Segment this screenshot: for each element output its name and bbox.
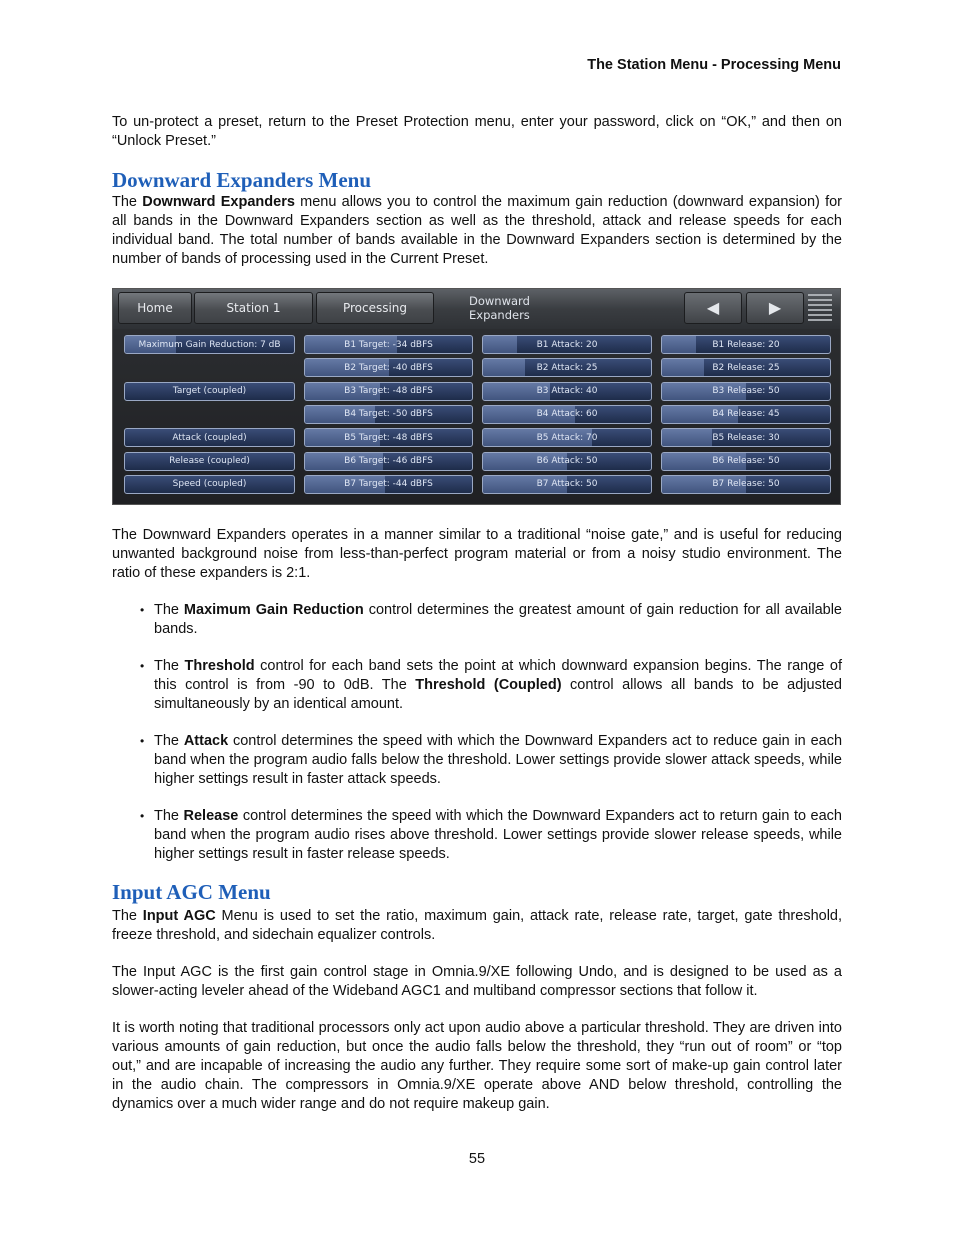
level-fill [662, 336, 696, 353]
control-label: B6 Target: -46 dBFS [344, 456, 433, 466]
text-run: control determines the speed with which the Downward Expanders act to return gain to each band when the program audio rises above threshold. Lower settings provide slower release speeds, while higher settings result in faster release speeds. [154, 808, 842, 862]
bold-term: Threshold (Coupled) [415, 677, 562, 693]
level-fill [483, 336, 517, 353]
menu-title [469, 294, 529, 322]
band-target-button[interactable] [304, 335, 473, 354]
control-label: B2 Target: -40 dBFS [344, 362, 433, 373]
control-label: B1 Release: 20 [712, 339, 780, 350]
band-release-button[interactable] [661, 335, 831, 354]
bullet-release [140, 807, 842, 864]
navigation-bar [113, 289, 841, 330]
coupled-control-2[interactable] [124, 382, 295, 401]
forward-arrow-icon[interactable]: ▶ [746, 292, 804, 324]
bullet-attack [140, 732, 842, 789]
control-label: B5 Release: 30 [712, 432, 780, 443]
band-target-button[interactable] [304, 405, 473, 424]
input-agc-paragraph [112, 907, 842, 945]
band-attack-button[interactable] [482, 428, 652, 447]
text-run: control for each band sets the point at which downward expansion begins. The range of this control is from -90 to 0dB. The [154, 658, 842, 693]
text-run: The [154, 658, 185, 674]
control-label: B7 Target: -44 dBFS [344, 479, 433, 490]
bold-term: Input AGC [142, 908, 216, 924]
downward-expanders-screenshot [112, 288, 841, 505]
control-label: B3 Release: 50 [712, 386, 780, 397]
menu-grip-icon[interactable] [808, 294, 832, 324]
control-label: B6 Attack: 50 [536, 456, 598, 466]
band-attack-button[interactable] [482, 382, 652, 401]
coupled-control-5[interactable] [124, 475, 295, 494]
band-release-button[interactable] [661, 405, 831, 424]
text-run: control determines the greatest amount of gain reduction for all available bands. [154, 602, 842, 637]
control-label: Maximum Gain Reduction: 7 dB [138, 339, 281, 350]
band-attack-button[interactable] [482, 358, 652, 377]
control-label: B7 Attack: 50 [536, 479, 598, 490]
band-attack-button[interactable] [482, 475, 652, 494]
band-attack-button[interactable] [482, 405, 652, 424]
band-attack-button[interactable] [482, 335, 652, 354]
coupled-control-3[interactable] [124, 428, 295, 447]
control-label: B2 Attack: 25 [536, 362, 598, 373]
section-heading-input-agc: Input AGC Menu [112, 880, 271, 904]
input-agc-paragraph-3: It is worth noting that traditional processors only act upon audio above a particular threshold. They are driven into various amounts of gain reduction, but once the audio falls below the threshold, they “run out of room” or “top out,” and are incapable of increasing the audio any further. They require some sort of make-up gain control later in the audio chain. The compressors in Omnia.9/XE operate above AND below threshold, controlling the dynamics over a much wider range and do not require makeup gain. [112, 1020, 842, 1112]
station-button[interactable]: Station 1 [194, 292, 313, 324]
controls-area [113, 329, 841, 505]
menu-title-line1: Downward [469, 294, 530, 308]
bold-term: Downward Expanders [142, 194, 295, 210]
bullet-max-gain-reduction [140, 601, 842, 639]
bullet-dot: • [140, 734, 145, 748]
bullet-dot: • [140, 809, 145, 823]
text-run: The [154, 602, 184, 618]
level-fill [662, 429, 712, 446]
bold-term: Maximum Gain Reduction [183, 602, 364, 618]
band-target-button[interactable] [304, 452, 473, 471]
band-release-button[interactable] [661, 358, 831, 377]
text-run: control allows all bands to be adjusted simultaneously by an identical amount. [154, 677, 842, 712]
downward-expanders-paragraph [112, 193, 842, 269]
text-run: Menu is used to set the ratio, maximum gain, attack rate, release rate, target, gate threshold, freeze threshold, and sidechain equalizer controls. [112, 908, 843, 943]
downward-expanders-description: The Downward Expanders operates in a manner similar to a traditional “noise gate,” and is useful for reducing unwanted background noise from less-than-perfect program material or from a noisy studio environment. The ratio of these expanders is 2:1. [112, 527, 842, 581]
band-target-button[interactable] [304, 475, 473, 494]
text-run: The [112, 908, 143, 924]
band-release-button[interactable] [661, 382, 831, 401]
control-label: B2 Release: 25 [712, 362, 780, 373]
bold-term: Threshold [184, 658, 255, 674]
control-label: Release (coupled) [169, 456, 250, 466]
control-label: B4 Release: 45 [712, 409, 780, 420]
running-header: The Station Menu - Processing Menu [587, 57, 841, 73]
intro-paragraph: To un-protect a preset, return to the Preset Protection menu, enter your password, click on “OK,” and then on “Unlock Preset.” [112, 114, 842, 149]
bullet-dot: • [140, 603, 145, 617]
control-label: B6 Release: 50 [712, 456, 780, 466]
control-label: Target (coupled) [172, 386, 247, 397]
band-release-button[interactable] [661, 452, 831, 471]
band-target-button[interactable] [304, 428, 473, 447]
processing-button[interactable]: Processing [316, 292, 434, 324]
text-run: The [154, 733, 184, 749]
band-attack-button[interactable] [482, 452, 652, 471]
control-label: B4 Target: -50 dBFS [344, 409, 433, 420]
band-release-button[interactable] [661, 475, 831, 494]
control-label: B4 Attack: 60 [536, 409, 598, 420]
control-label: Attack (coupled) [172, 432, 247, 443]
control-label: B1 Attack: 20 [536, 339, 598, 350]
home-button[interactable]: Home [118, 292, 192, 324]
coupled-control-4[interactable] [124, 452, 295, 471]
text-run: The [112, 194, 143, 210]
control-label: B5 Target: -48 dBFS [344, 432, 433, 443]
section-heading-downward-expanders: Downward Expanders Menu [112, 168, 372, 192]
page-number: 55 [468, 1151, 486, 1167]
level-fill [483, 359, 525, 376]
band-target-button[interactable] [304, 358, 473, 377]
control-label: B1 Target: -34 dBFS [344, 339, 433, 350]
coupled-control-1[interactable] [124, 335, 295, 354]
control-label: B3 Target: -48 dBFS [344, 386, 433, 397]
control-label: Speed (coupled) [172, 479, 247, 490]
bold-term: Attack [183, 733, 229, 749]
control-label: B3 Attack: 40 [536, 386, 598, 397]
control-label: B7 Release: 50 [712, 479, 780, 490]
back-arrow-icon[interactable]: ◀ [684, 292, 742, 324]
bullet-dot: • [140, 659, 145, 673]
band-target-button[interactable] [304, 382, 473, 401]
control-label: B5 Attack: 70 [536, 432, 598, 443]
text-run: menu allows you to control the maximum gain reduction (downward expansion) for all bands in the Downward Expanders section as well as the threshold, attack and release speeds for each individual band. The total number of bands available in the Downward Expanders section is determined by the number of bands of processing used in the Current Preset. [112, 194, 843, 267]
bullet-threshold [140, 657, 842, 714]
level-fill [662, 359, 704, 376]
band-release-button[interactable] [661, 428, 831, 447]
text-run: The [154, 808, 184, 824]
menu-title-line2: Expanders [469, 308, 530, 322]
bold-term: Release [183, 808, 239, 824]
input-agc-paragraph-2: The Input AGC is the first gain control stage in Omnia.9/XE following Undo, and is designed to be used as a slower-acting leveler ahead of the Wideband AGC1 and multiband compressor sections that follow it. [112, 964, 842, 999]
text-run: control determines the speed with which the Downward Expanders act to reduce gain in each band when the program audio falls below the threshold. Lower settings provide slower attack speeds, while higher settings result in faster attack speeds. [154, 733, 843, 787]
